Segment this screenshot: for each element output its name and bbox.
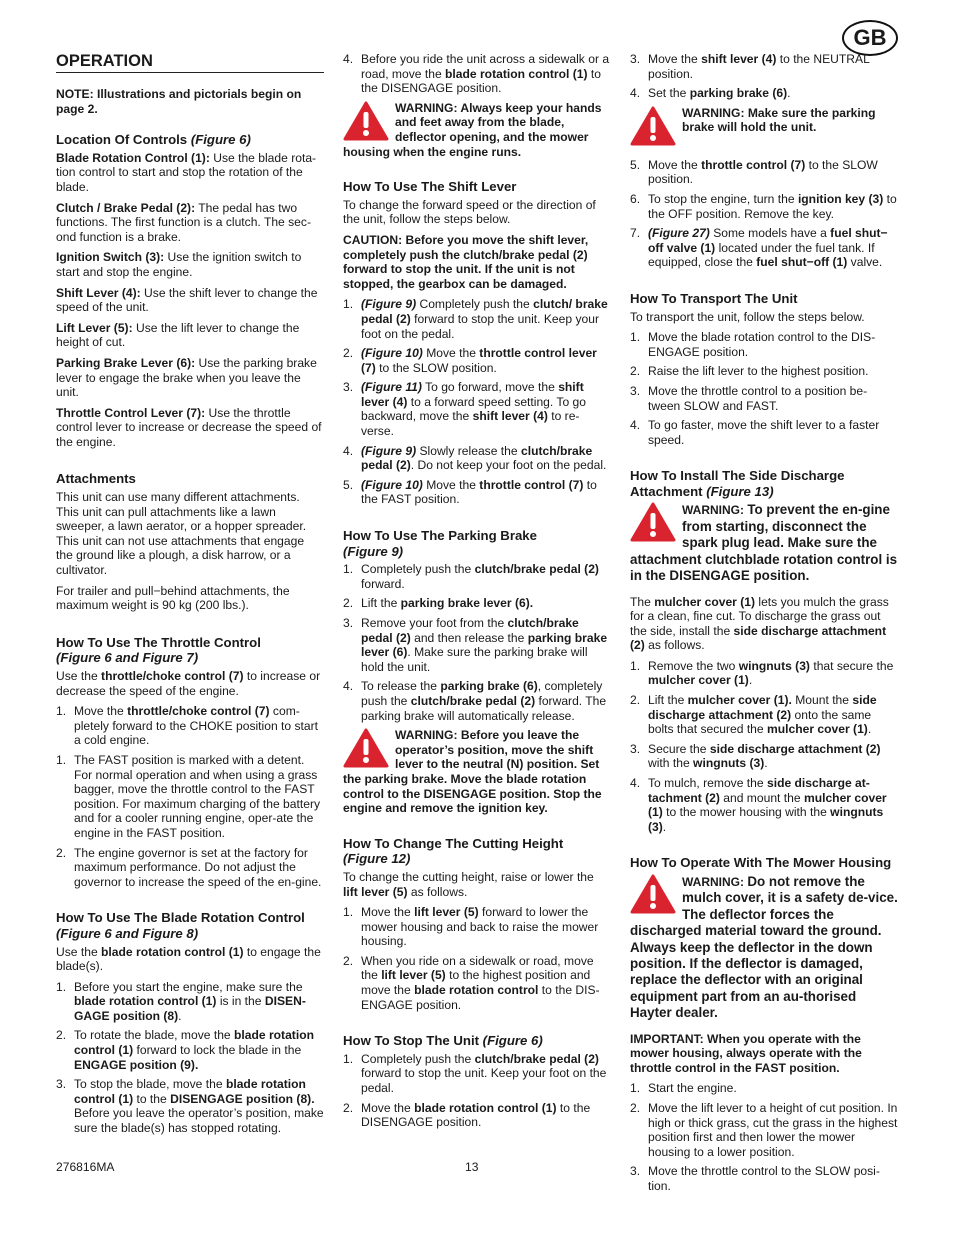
cutting-steps — [343, 905, 611, 1012]
control-definition: Clutch / Brake Pedal (2): The pedal has two functions. The first function is a clutch. The sec-ond function is a brake. — [56, 200, 311, 244]
heading-mower-housing: How To Operate With The Mower Housing — [630, 855, 892, 871]
mower-housing-steps — [630, 1081, 898, 1193]
heading-blade-rotation-control: How To Use The Blade Rotation Control (Figure 6 and Figure 8) — [56, 910, 305, 941]
list-item: 1. Move the lift lever (5) forward to lower the mower housing and back to raise the mower housing. — [343, 905, 599, 949]
list-item: 3. Move the shift lever (4) to the NEUTRAL position. — [630, 52, 870, 81]
list-item: 4. Before you ride the unit across a sidewalk or a road, move the blade rotation control (1) to the DISENGAGE position. — [343, 52, 610, 96]
list-item: 1. Move the blade rotation control to the DIS-ENGAGE position. — [630, 330, 876, 359]
transport-intro: To transport the unit, follow the steps below. — [630, 309, 865, 324]
list-item: 2. Lift the mulcher cover (1). Mount the side discharge attachment (2) onto the same bolts that secured the mulcher cover (1). — [630, 693, 877, 737]
side-discharge-steps — [630, 659, 898, 835]
list-item: 2. To rotate the blade, move the blade rotation control (1) forward to lock the blade in the ENGAGE position (9). — [56, 1028, 314, 1072]
list-item: 6. To stop the engine, turn the ignition key (3) to the OFF position. Remove the key. — [630, 191, 897, 221]
page-number: 13 — [465, 1160, 479, 1174]
list-item: 5. Move the throttle control (7) to the SLOW position. — [630, 157, 878, 187]
control-definition: Blade Rotation Control (1): Use the blade rota-tion control to start and stop the rotation of the blade. — [56, 150, 317, 194]
shift-steps — [343, 297, 611, 507]
shift-caution: CAUTION: Before you move the shift lever, completely push the clutch/brake pedal (2) forward to stop the unit. If the unit is not stopped, the gearbox can be damaged. — [343, 232, 589, 291]
warning-triangle-icon — [343, 101, 389, 141]
list-item: 1. (Figure 9) Completely push the clutch/ brake pedal (2) forward to stop the unit. Keep your foot on the pedal. — [343, 297, 608, 341]
attachments-weight-paragraph: For trailer and pull−behind attachments, the maximum weight is 90 kg (200 lbs.). — [56, 583, 290, 613]
shift-intro: To change the forward speed or the direction of the unit, follow the steps below. — [343, 197, 596, 227]
important-note: IMPORTANT: When you operate with the mower housing, always operate with the throttle control in the FAST position. — [630, 1031, 862, 1075]
list-item: 3. Move the throttle control to a position be-tween SLOW and FAST. — [630, 383, 868, 413]
list-item: 2. Move the lift lever to a height of cut position. In high or thick grass, cut the grass in the highest position first and then lower the mower housing to a lower position. — [630, 1101, 898, 1159]
column-2 — [343, 52, 611, 1135]
list-item: 1. Completely push the clutch/brake pedal (2) forward. — [343, 562, 599, 591]
list-item: 1. Move the throttle/choke control (7) com-pletely forward to the CHOKE position to start a cold engine. — [56, 704, 319, 748]
heading-stop-unit: How To Stop The Unit (Figure 6) — [343, 1033, 543, 1049]
warning-triangle-icon — [343, 728, 389, 768]
side-discharge-paragraph: The mulcher cover (1) lets you mulch the grass for a clean, fine cut. To discharge the grass out the side, install the side discharge attachment (2) as follows. — [630, 594, 889, 653]
stop-steps — [343, 1052, 611, 1130]
warning-block: WARNING: Before you leave the operator’s position, move the shift lever to the neutral (N) position. Set the parking brake. Move the blade rotation control to the DISENGAGE position. Stop the engine and remove the ignition key. — [343, 728, 602, 816]
heading-transport-unit: How To Transport The Unit — [630, 290, 798, 306]
list-item: 2. Lift the parking brake lever (6). — [343, 596, 534, 611]
control-definition: Ignition Switch (3): Use the ignition switch to start and stop the engine. — [56, 250, 302, 279]
control-definition: Shift Lever (4): Use the shift lever to change the speed of the unit. — [56, 285, 318, 315]
list-item: 4. Set the parking brake (6). — [630, 86, 791, 101]
heading-cutting-height: How To Change The Cutting Height (Figure 12) — [343, 835, 564, 867]
cutting-intro: To change the cutting height, raise or lower the lift lever (5) as follows. — [343, 869, 594, 899]
warning-block: WARNING: To prevent the en-gine from starting, disconnect the spark plug lead. Make sure the attachment clutchblade rotation control is in the DISENGAGE position. — [630, 502, 898, 584]
transport-steps — [630, 330, 898, 447]
list-item: 4. To go faster, move the shift lever to a faster speed. — [630, 418, 880, 447]
list-item: 2. The engine governor is set at the factory for maximum performance. Do not adjust the governor to increase the speed of the en-gine. — [56, 845, 322, 889]
list-item: 7. (Figure 27) Some models have a fuel shut− off valve (1) located under the fuel tank. If equipped, close the fuel shut−off (1) valve. — [630, 226, 888, 270]
control-definition: Throttle Control Lever (7): Use the throttle control lever to increase or decrease the speed of the engine. — [56, 405, 322, 449]
warning-triangle-icon — [630, 106, 676, 146]
list-item: 1. Remove the two wingnuts (3) that secure the mulcher cover (1). — [630, 658, 894, 688]
list-item: 1. The FAST position is marked with a detent. For normal operation and when using a grass bagger, move the throttle control to the FAST position. For maximum charging of the battery and for a cooler running engine, oper-ate the engine in the FAST position. — [56, 752, 321, 840]
heading-shift-lever: How To Use The Shift Lever — [343, 179, 517, 195]
list-item: 1. Completely push the clutch/brake pedal (2) forward to stop the unit. Keep your foot on the pedal. — [343, 1051, 607, 1096]
control-definition: Lift Lever (5): Use the lift lever to change the height of cut. — [56, 320, 300, 350]
throttle-intro: Use the throttle/choke control (7) to increase or decrease the speed of the engine. — [56, 669, 321, 698]
language-badge: GB — [842, 20, 898, 56]
heading-throttle-control: How To Use The Throttle Control (Figure 6 and Figure 7) — [56, 634, 261, 666]
heading-parking-brake: How To Use The Parking Brake (Figure 9) — [343, 528, 537, 559]
heading-attachments: Attachments — [56, 471, 136, 487]
list-item: 2. (Figure 10) Move the throttle control lever (7) to the SLOW position. — [343, 346, 597, 375]
list-item: 3. To stop the blade, move the blade rotation control (1) to the DISENGAGE position (8). Before you leave the operator’s position, make sure the blade(s) has stopped rotating. — [56, 1077, 324, 1136]
document-code: 276816MA — [56, 1160, 115, 1174]
blade-steps — [56, 980, 324, 1136]
list-item: 4. To release the parking brake (6), completely push the clutch/brake pedal (2) forward. The parking brake will automatically release. — [343, 679, 607, 723]
heading-side-discharge: How To Install The Side Discharge Attachment (Figure 13) — [630, 468, 845, 499]
list-item: 1. Start the engine. — [630, 1081, 737, 1096]
stop-steps-continued — [630, 52, 898, 101]
list-item: 3. Move the throttle control to the SLOW posi-tion. — [630, 1164, 880, 1193]
list-item: 1. Before you start the engine, make sure the blade rotation control (1) is in the DISEN-GAGE position (8). — [56, 979, 306, 1023]
list-item: 5. (Figure 10) Move the throttle control (7) to the FAST position. — [343, 477, 597, 507]
throttle-steps — [56, 704, 324, 889]
warning-triangle-icon — [630, 502, 676, 542]
blade-intro: Use the blade rotation control (1) to engage the blade(s). — [56, 944, 321, 974]
heading-location-of-controls: Location Of Controls (Figure 6) — [56, 132, 251, 148]
warning-block: WARNING: Do not remove the mulch cover, it is a safety de-vice. The deflector forces the discharged material toward the ground. Always keep the deflector in the down position. If the deflector is damaged, replace the deflector with an original equipment part from an au-thorised Hayter dealer. — [630, 874, 898, 1021]
warning-block: WARNING: Make sure the parking brake will hold the unit. — [630, 106, 898, 148]
list-item: 3. Secure the side discharge attachment (2) with the wingnuts (3). — [630, 741, 881, 771]
section-title: OPERATION — [56, 52, 324, 73]
list-item: 2. When you ride on a sidewalk or road, move the lift lever (5) to the highest position and move the blade rotation control to the DIS-ENGAGE position. — [343, 953, 600, 1012]
warning-triangle-icon — [630, 874, 676, 914]
list-item: 2. Move the blade rotation control (1) to the DISENGAGE position. — [343, 1100, 591, 1130]
list-item: 4. To mulch, remove the side discharge at-tachment (2) and mount the mulcher cover (1) to the mower housing with the wingnuts (3). — [630, 776, 887, 834]
list-item: 4. (Figure 9) Slowly release the clutch/brake pedal (2). Do not keep your foot on the pedal. — [343, 443, 607, 473]
stop-steps-continued-2 — [630, 158, 898, 270]
illustration-note: NOTE: Illustrations and pictorials begin on page 2. — [56, 87, 302, 116]
column-1 — [56, 52, 324, 1141]
warning-block: WARNING: Always keep your hands and feet away from the blade, deflector opening, and the mower housing when the engine runs. — [343, 100, 602, 159]
list-item: 3. Remove your foot from the clutch/brake pedal (2) and then release the parking brake lever (6). Make sure the parking brake will hold the unit. — [343, 616, 608, 674]
column-3 — [630, 52, 898, 1199]
attachments-paragraph: This unit can use many different attachments. This unit can pull attachments like a lawn sweeper, a lawn aerator, or a hopper spreader. This unit can not use attachments that engage the ground like a plough, a disk harrow, or a cultivator. — [56, 490, 307, 578]
list-item: 2. Raise the lift lever to the highest position. — [630, 364, 869, 379]
control-definition: Parking Brake Lever (6): Use the parking brake lever to engage the brake when you leave the unit. — [56, 355, 317, 400]
list-item: 3. (Figure 11) To go forward, move the shift lever (4) to a forward speed setting. To go backward, move the shift lever (4) to re-verse. — [343, 380, 586, 439]
blade-steps-continued — [343, 52, 611, 96]
parking-steps — [343, 562, 611, 723]
controls-list — [56, 151, 324, 450]
